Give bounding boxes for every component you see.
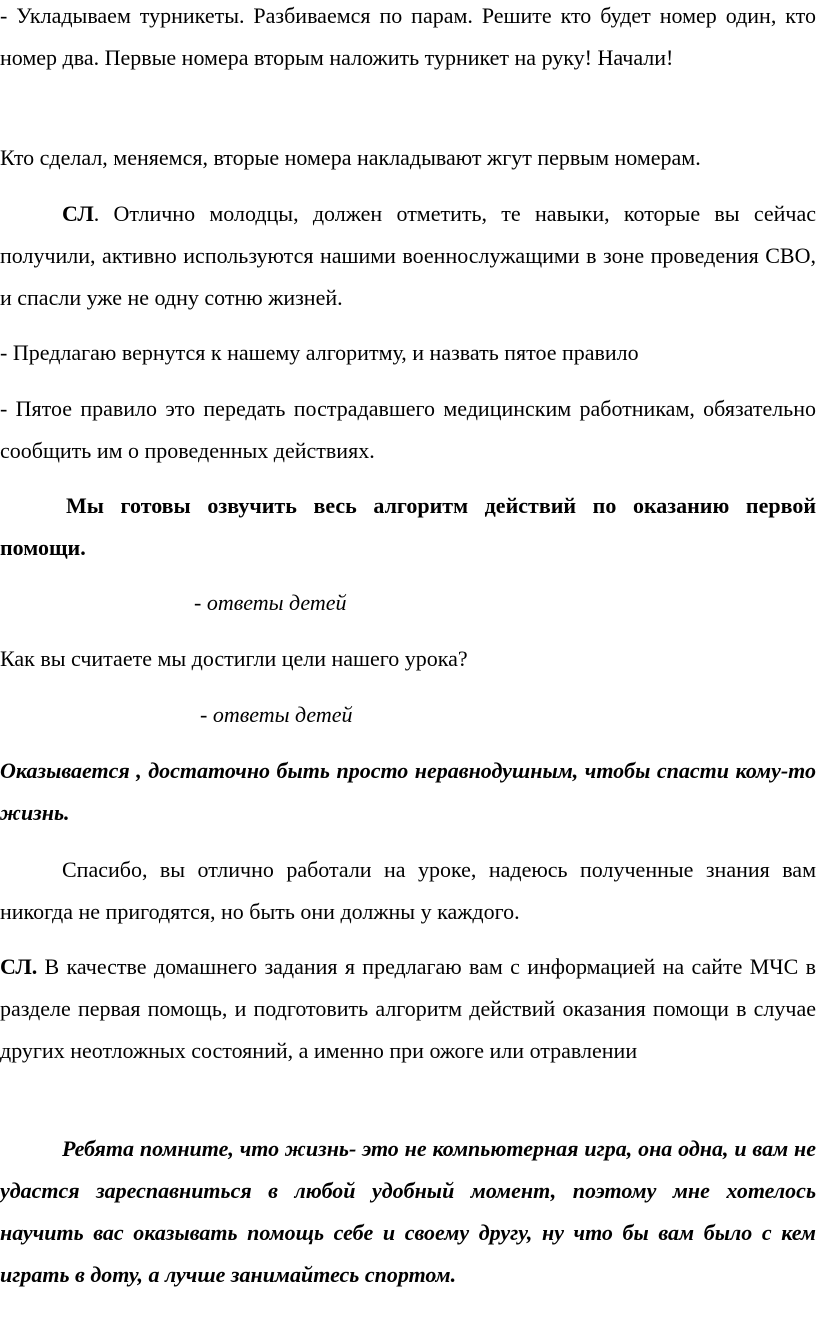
- paragraph-swap-partners: Кто сделал, меняемся, вторые номера накладывают жгут первым номерам.: [0, 145, 701, 170]
- paragraph-text: . Отлично молодцы, должен отметить, те навыки, которые вы сейчас получили, активно используются нашими военнослужащими в зоне проведения СВО, и спасли уже не одну сотню жизней.: [0, 201, 816, 310]
- paragraph-lesson-goal-question: Как вы считаете мы достигли цели нашего урока?: [0, 646, 468, 671]
- paragraph-homework: [0, 946, 816, 1072]
- speaker-label: СЛ.: [0, 954, 38, 979]
- paragraph-thanks: Спасибо, вы отлично работали на уроке, надеюсь полученные знания вам никогда не пригодятся, но быть они должны у каждого.: [0, 857, 816, 924]
- speaker-label: СЛ: [62, 201, 94, 226]
- paragraph-conclusion: Оказывается , достаточно быть просто неравнодушным, чтобы спасти кому-то жизнь.: [0, 758, 816, 825]
- paragraph-closing-remark: Ребята помните, что жизнь- это не компьютерная игра, она одна, и вам не удастся зареспавниться в любой удобный момент, поэтому мне хотелось научить вас оказывать помощь себе и своему другу, ну что бы вам было с кем играть в доту, а лучше занимайтесь спортом.: [0, 1136, 816, 1287]
- paragraph-tourniquet-instructions: - Укладываем турникеты. Разбиваемся по парам. Решите кто будет номер один, кто номер два. Первые номера вторым наложить турникет на руку! Начали!: [0, 3, 816, 70]
- paragraph-teacher-praise: [0, 193, 816, 319]
- paragraph-fifth-rule-prompt: - Предлагаю вернутся к нашему алгоритму, и назвать пятое правило: [0, 340, 639, 365]
- paragraph-ready-algorithm: Мы готовы озвучить весь алгоритм действий по оказанию первой помощи.: [0, 493, 816, 560]
- paragraph-fifth-rule: - Пятое правило это передать пострадавшего медицинским работникам, обязательно сообщить им о проведенных действиях.: [0, 396, 816, 463]
- paragraph-text: В качестве домашнего задания я предлагаю вам с информацией на сайте МЧС в разделе первая помощь, и подготовить алгоритм действий оказания помощи в случае других неотложных состояний, а именно при ожоге или отравлении: [0, 954, 816, 1063]
- paragraph-children-answers-2: - ответы детей: [200, 702, 353, 727]
- paragraph-children-answers-1: - ответы детей: [194, 590, 347, 615]
